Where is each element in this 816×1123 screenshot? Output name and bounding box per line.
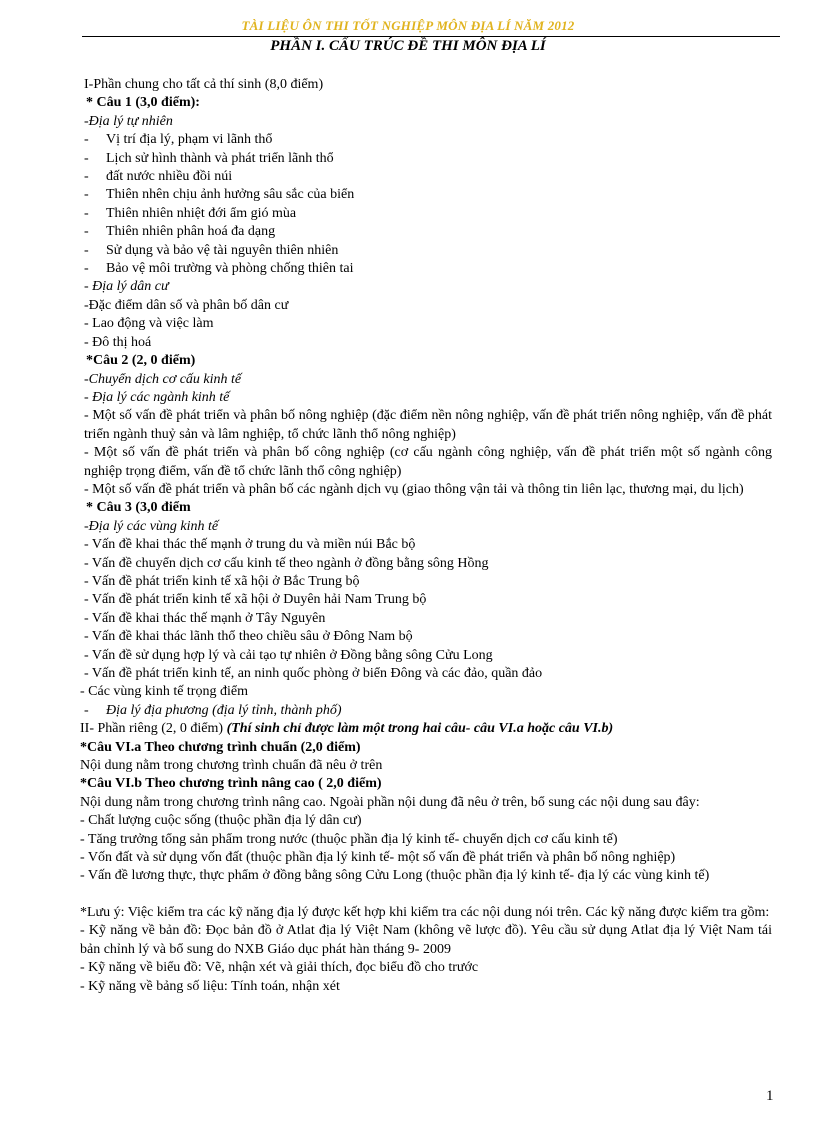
list-item: - Lịch sử hình thành và phát triển lãnh thổ — [84, 150, 334, 166]
question6a-text: Nội dung nằm trong chương trình chuẩn đã nêu ở trên — [80, 758, 383, 774]
note-paragraph: *Lưu ý: Việc kiểm tra các kỹ năng địa lý được kết hợp khi kiểm tra các nội dung nói trên. Các kỹ năng được kiểm tra gồm: — [80, 904, 770, 920]
list-item: - Vấn đề chuyển dịch cơ cấu kinh tế theo ngành ở đồng bằng sông Hồng — [84, 555, 489, 571]
list-item: - Vấn đề phát triển kinh tế xã hội ở Duyên hải Nam Trung bộ — [84, 592, 427, 608]
question6b-title: *Câu VI.b Theo chương trình nâng cao ( 2,0 điểm) — [80, 776, 382, 792]
part1-heading: I-Phần chung cho tất cả thí sinh (8,0 điểm) — [84, 77, 324, 92]
question2-sub-structure: -Chuyển dịch cơ cấu kinh tế — [84, 371, 242, 387]
list-item: - Thiên nhiên nhiệt đới ẩm gió mùa — [84, 205, 297, 221]
paragraph: Nội dung nằm trong chương trình nâng cao. Ngoài phần nội dung đã nêu ở trên, bổ sung các nội dung sau đây: — [80, 794, 700, 810]
list-item: - Thiên nhiên phân hoá đa dạng — [84, 224, 276, 240]
list-item: - Các vùng kinh tế trọng điểm — [80, 684, 248, 700]
question1-sub-population: - Địa lý dân cư — [84, 279, 169, 295]
list-item: - Vấn đề khai thác lãnh thổ theo chiều sâu ở Đông Nam bộ — [84, 629, 413, 645]
question1-sub-natural: -Địa lý tự nhiên — [84, 113, 173, 129]
page-title: PHẦN I. CẤU TRÚC ĐỀ THI MÔN ĐỊA LÍ — [270, 38, 546, 54]
list-item: - Tăng trưởng tổng sản phẩm trong nước (thuộc phần địa lý kinh tế- chuyển dịch cơ cấu kinh tế) — [80, 831, 618, 847]
list-item: - Lao động và việc làm — [84, 316, 214, 332]
list-item: - Sử dụng và bảo vệ tài nguyên thiên nhiên — [84, 242, 339, 258]
list-item: - Vị trí địa lý, phạm vi lãnh thổ — [84, 132, 273, 148]
list-item: -Đặc điểm dân số và phân bố dân cư — [84, 297, 289, 313]
list-item: - đất nước nhiều đồi núi — [84, 169, 233, 185]
question2-sub-sectors: - Địa lý các ngành kinh tế — [84, 389, 230, 405]
paragraph: - Một số vấn đề phát triển và phân bố nông nghiệp (đặc điểm nền nông nghiệp, vấn đề phát triển nông nghiệp, vấn đề phát triển ngành thuỷ sản và lâm nghiệp, tổ chức lãnh thổ nông nghiệp) — [84, 408, 772, 442]
question2-title: *Câu 2 (2, 0 điểm) — [86, 353, 196, 369]
paragraph: - Một số vấn đề phát triển và phân bố công nghiệp (cơ cấu ngành công nghiệp, vấn đề phát triển một số ngành công nghiệp trọng điểm, vấn đề tổ chức lãnh thổ công nghiệp) — [84, 445, 772, 479]
list-item: - Kỹ năng về biểu đồ: Vẽ, nhận xét và giải thích, đọc biểu đồ cho trước — [80, 960, 479, 976]
question1-title: * Câu 1 (3,0 điểm): — [86, 95, 200, 111]
list-item: - Kỹ năng về bảng số liệu: Tính toán, nhận xét — [80, 978, 340, 994]
spacer — [84, 886, 772, 904]
list-item: - Đô thị hoá — [84, 334, 152, 350]
document-body — [80, 76, 772, 996]
list-item: - Vấn đề khai thác thế mạnh ở Tây Nguyên — [84, 610, 326, 626]
list-item: - Thiên nhên chịu ảnh hưởng sâu sắc của biển — [84, 187, 355, 203]
question3-sub-regions: -Địa lý các vùng kinh tế — [84, 518, 219, 534]
document-header-title: TÀI LIỆU ÔN THI TỐT NGHIỆP MÔN ĐỊA LÍ NĂM 2012 — [241, 18, 575, 33]
question6a-title: *Câu VI.a Theo chương trình chuẩn (2,0 điểm) — [80, 739, 361, 755]
list-item: - Vốn đất và sử dụng vốn đất (thuộc phần địa lý kinh tế- một số vấn đề phát triển và phân bố nông nghiệp) — [80, 850, 676, 866]
list-item: - Kỹ năng về bản đồ: Đọc bản đồ ở Atlat địa lý Việt Nam (không vẽ lược đồ). Yêu cầu sử dụng Atlat địa lý Việt Nam tái bản chỉnh lý và bổ sung do NXB Giáo dục phát hàn tháng 9- 2009 — [80, 923, 772, 957]
list-item: - Vấn đề lương thực, thực phẩm ở đồng bằng sông Cửu Long (thuộc phần địa lý kinh tế- địa lý các vùng kinh tế) — [80, 868, 710, 884]
question3-title: * Câu 3 (3,0 điểm — [86, 500, 191, 516]
part2-heading: II- Phần riêng (2, 0 điểm) (Thí sinh chỉ được làm một trong hai câu- câu VI.a hoặc câu VI.b) — [80, 721, 614, 737]
list-item: - Vấn đề phát triển kinh tế xã hội ở Bắc Trung bộ — [84, 573, 360, 589]
page-number: 1 — [766, 1088, 774, 1104]
list-item: - Vấn đề sử dụng hợp lý và cải tạo tự nhiên ở Đồng bằng sông Cửu Long — [84, 647, 493, 663]
paragraph: - Một số vấn đề phát triển và phân bố các ngành dịch vụ (giao thông vận tải và thông tin liên lạc, thương mại, du lịch) — [84, 481, 744, 497]
list-item: - Bảo vệ môi trường và phòng chống thiên tai — [84, 261, 354, 277]
list-item: - Vấn đề phát triển kinh tế, an ninh quốc phòng ở biển Đông và các đảo, quần đảo — [84, 666, 543, 681]
header-divider — [82, 36, 780, 37]
list-item: - Địa lý địa phương (địa lý tỉnh, thành phố) — [84, 702, 342, 718]
list-item: - Vấn đề khai thác thế mạnh ở trung du và miền núi Bắc bộ — [84, 537, 416, 553]
list-item: - Chất lượng cuộc sống (thuộc phần địa lý dân cư) — [80, 813, 362, 829]
